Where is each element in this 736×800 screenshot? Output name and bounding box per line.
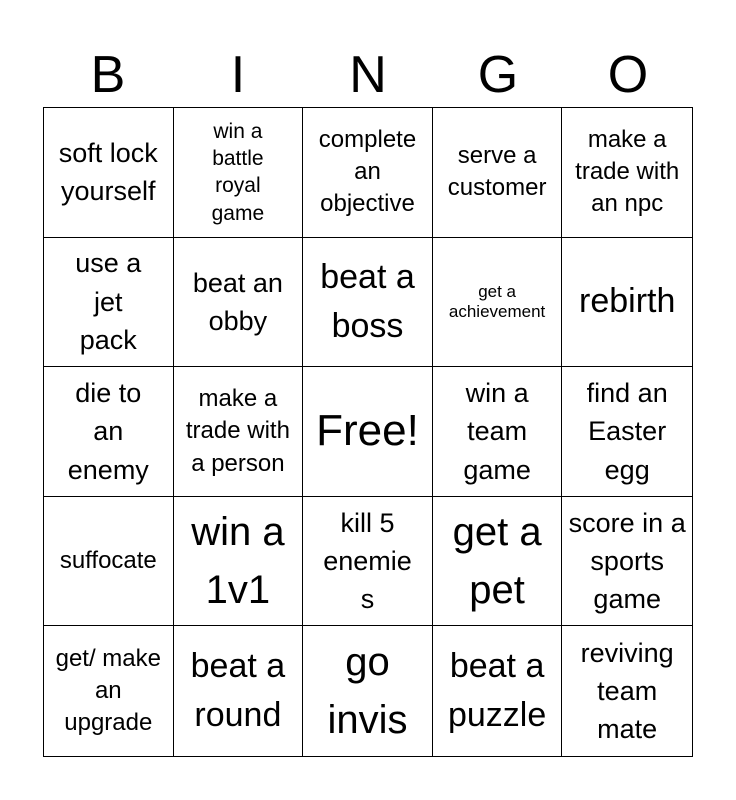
cell-text: use a jet pack [75, 248, 142, 356]
bingo-cell[interactable] [44, 238, 174, 368]
bingo-cell[interactable] [562, 238, 692, 368]
cell-text: beat a boss [320, 257, 415, 345]
header-letter-o: O [607, 46, 649, 104]
cell-text: Free! [316, 406, 419, 456]
bingo-cell[interactable] [562, 367, 692, 497]
bingo-cell[interactable] [433, 238, 563, 368]
cell-text: find an Easter egg [586, 378, 668, 485]
bingo-header [43, 44, 693, 106]
cell-text: win a team game [463, 378, 531, 485]
cell-text: rebirth [579, 282, 676, 321]
cell-text: win a battle royal game [211, 119, 265, 225]
bingo-board [43, 107, 693, 757]
bingo-cell[interactable] [44, 108, 174, 238]
cell-text: soft lock yourself [58, 137, 158, 207]
bingo-cell[interactable] [433, 626, 563, 756]
bingo-cell[interactable] [174, 626, 304, 756]
cell-text: make a trade with a person [185, 384, 290, 477]
cell-text: score in a sports game [568, 507, 686, 615]
cell-text: reviving team mate [580, 637, 674, 745]
header-letter-n: N [349, 46, 387, 104]
cell-text: beat a puzzle [447, 646, 547, 735]
cell-text: get/ make an upgrade [55, 644, 161, 737]
bingo-cell[interactable] [303, 497, 433, 627]
cell-text: go invis [327, 640, 408, 743]
bingo-cell[interactable] [562, 497, 692, 627]
bingo-cell[interactable] [303, 108, 433, 238]
header-letter-i: I [230, 46, 246, 104]
bingo-cell[interactable] [562, 108, 692, 238]
cell-text: get a achievement [448, 281, 546, 321]
bingo-cell[interactable] [174, 238, 304, 368]
bingo-cell[interactable] [174, 367, 304, 497]
cell-text: beat an obby [192, 267, 283, 336]
cell-text: kill 5 enemies [323, 507, 412, 615]
bingo-cell[interactable] [44, 626, 174, 756]
header-letter-g: G [477, 46, 519, 104]
header-letter-b: B [90, 46, 126, 104]
cell-text: suffocate [59, 546, 157, 574]
bingo-cell[interactable] [303, 626, 433, 756]
cell-text: make a trade with an npc [575, 125, 680, 218]
bingo-cell[interactable] [174, 108, 304, 238]
free-space[interactable] [303, 367, 433, 497]
bingo-cell[interactable] [44, 497, 174, 627]
cell-text: beat a round [190, 646, 286, 735]
cell-text: win a 1v1 [191, 510, 285, 613]
bingo-cell[interactable] [44, 367, 174, 497]
bingo-cell[interactable] [433, 497, 563, 627]
bingo-cell[interactable] [303, 238, 433, 368]
cell-text: get a pet [452, 510, 542, 613]
cell-text: die to an enemy [67, 378, 149, 485]
bingo-cell[interactable] [174, 497, 304, 627]
cell-text: serve a customer [447, 141, 547, 202]
bingo-cell[interactable] [562, 626, 692, 756]
cell-text: complete an objective [318, 125, 417, 218]
bingo-cell[interactable] [433, 108, 563, 238]
bingo-cell[interactable] [433, 367, 563, 497]
